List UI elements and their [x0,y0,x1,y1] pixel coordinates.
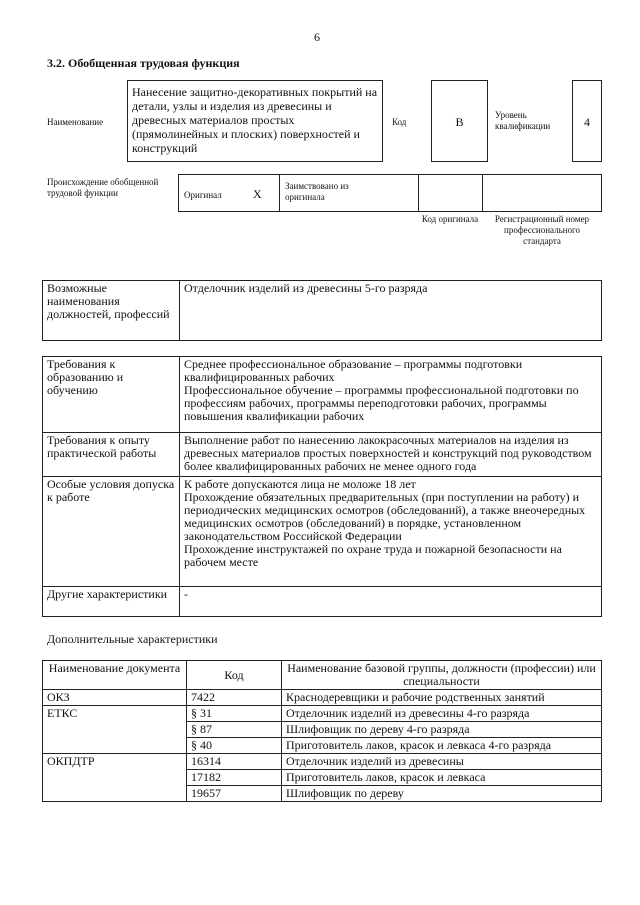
req-line: Среднее профессиональное образование – программы подготовки квалифицированных рабочих [184,357,523,384]
name-cell: Шлифовщик по дереву [282,786,602,802]
name-cell: Приготовитель лаков, красок и левкаса [282,770,602,786]
positions-value: Отделочник изделий из древесины 5-го разряда [180,281,602,341]
req-line: Профессиональное обучение – программы профессиональной подготовки по профессиям рабочих, программы переподготовки рабочих, программы повышения квалификации рабочих [184,383,579,423]
reg-caption: Регистрационный номер профессионального стандарта [494,214,590,246]
req-line: К работе допускаются лица не моложе 18 лет [184,477,416,491]
borrowed-label: Заимствовано из оригинала [285,181,349,202]
code-cell: 19657 [187,786,282,802]
positions-label: Возможные наименования должностей, профессий [43,281,180,341]
table-row [43,754,602,770]
name-cell: Приготовитель лаков, красок и левкаса 4-го разряда [282,738,602,754]
name-value-box [127,80,383,162]
level-label: Уровень квалификации [495,110,551,131]
req-line: Прохождение обязательных предварительных (при поступлении на работу) и периодических медицинских осмотров (обследований), а также внеочередных медицинских осмотров (обследований) в порядке, установленном законодательством Российской Федерации [184,490,586,543]
doc-cell: ОКПДТР [43,754,187,802]
req-value [180,433,602,477]
req-line: Выполнение работ по нанесению лакокрасочных материалов на изделия из древесных материалов простых поверхностей и конструкций под руководством более квалифицированных рабочих не менее одного года [184,433,592,473]
additional-header-row [43,661,602,690]
level-value-box [572,80,602,162]
name-label: Наименование [47,117,104,127]
col-name-header: Наименование базовой группы, должности (профессии) или специальности [282,661,602,690]
original-label: Оригинал [184,190,222,200]
req-row-other [43,587,602,617]
req-value [180,477,602,587]
origin-divider-2 [418,174,419,212]
req-line: Прохождение инструктажей по охране труда и пожарной безопасности на рабочем месте [184,542,562,569]
req-value [180,587,602,617]
table-row [43,690,602,706]
level-value: 4 [584,115,590,129]
section-title: 3.2. Обобщенная трудовая функция [47,56,240,70]
doc-cell: ЕТКС [43,706,187,754]
req-row-conditions [43,477,602,587]
req-label: Особые условия допуска к работе [43,477,180,587]
positions-table [42,280,602,341]
code-cell: 7422 [187,690,282,706]
name-cell: Шлифовщик по дереву 4-го разряда [282,722,602,738]
code-label: Код [392,117,407,127]
original-mark: X [253,187,262,201]
code-cell: § 40 [187,738,282,754]
code-caption: Код оригинала [421,214,479,224]
origin-divider-3 [482,174,483,212]
code-value: В [455,115,464,129]
code-cell: 17182 [187,770,282,786]
additional-title: Дополнительные характеристики [47,632,218,646]
col-code-header: Код [187,661,282,690]
req-value [180,357,602,433]
name-value: Нанесение защитно-декоративных покрытий на детали, узлы и изделия из древесины и древесных материалов простых (прямолинейных и плоских) поверхностей и конструкций [132,85,378,155]
code-cell: § 87 [187,722,282,738]
req-line: - [184,587,188,601]
origin-divider-1 [279,174,280,212]
code-value-box [431,80,488,162]
code-cell: 16314 [187,754,282,770]
req-label: Другие характеристики [43,587,180,617]
name-cell: Отделочник изделий из древесины [282,754,602,770]
name-cell: Краснодеревщики и рабочие родственных занятий [282,690,602,706]
page-number: 6 [314,30,320,44]
additional-table [42,660,602,802]
origin-label: Происхождение обобщенной трудовой функции [47,177,159,198]
req-row-experience [43,433,602,477]
name-cell: Отделочник изделий из древесины 4-го разряда [282,706,602,722]
req-row-education [43,357,602,433]
req-label: Требования к образованию и обучению [43,357,180,433]
col-doc-header: Наименование документа [43,661,187,690]
table-row [43,706,602,722]
req-label: Требования к опыту практической работы [43,433,180,477]
doc-cell: ОКЗ [43,690,187,706]
origin-box [178,174,602,212]
requirements-table [42,356,602,617]
code-cell: § 31 [187,706,282,722]
